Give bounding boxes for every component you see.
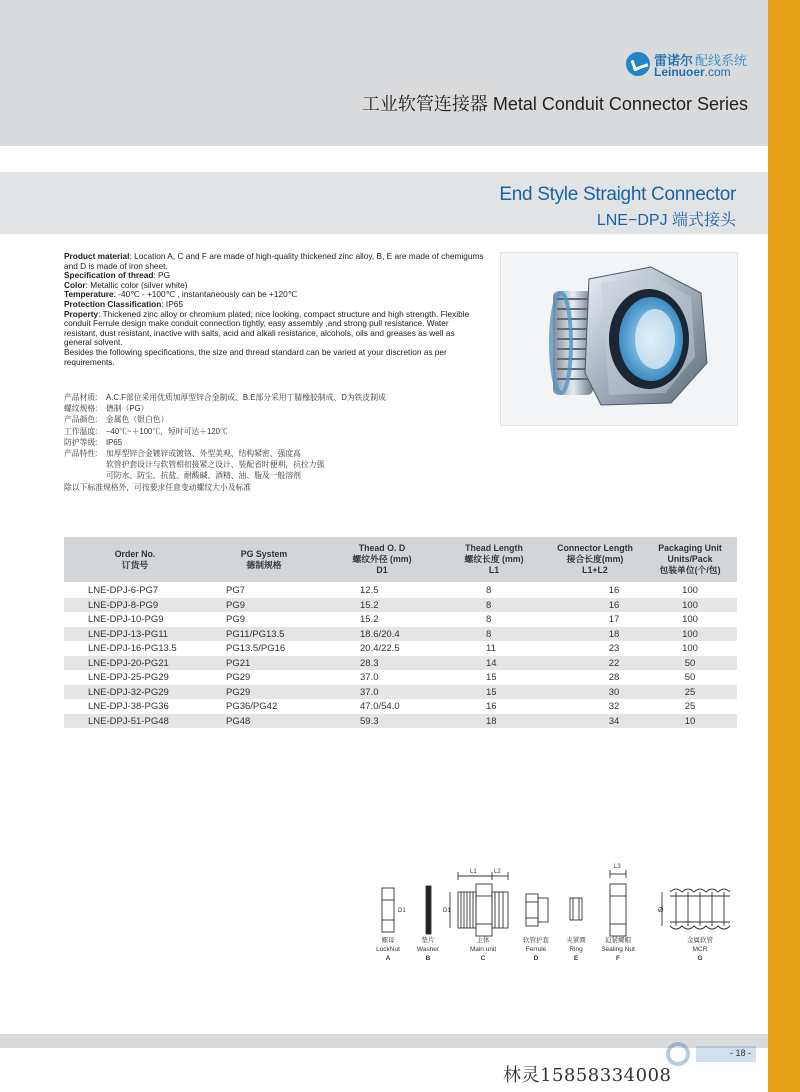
part-letter: F (616, 955, 620, 962)
table-cell: 18 (486, 715, 497, 727)
spec-cn-line (64, 482, 444, 493)
spec-en-line (64, 310, 484, 348)
table-cell: 25 (684, 686, 696, 698)
table-cell: 11 (486, 643, 496, 654)
table-cell: 14 (486, 657, 497, 669)
spec-cn-value: 可防水、防尘、抗盐、耐酸碱、酒精、油、脂及一般溶剂 (106, 471, 301, 481)
table-cell: 32 (608, 701, 620, 712)
table-cell: 15.2 (360, 614, 379, 625)
part-letter: B (425, 955, 431, 962)
part-en: Ferrule (525, 946, 547, 953)
table-cell: 15.2 (360, 599, 379, 611)
logo-mark-icon (626, 52, 650, 76)
specs-cn (64, 392, 444, 493)
spec-en-label: Property (64, 308, 99, 319)
spec-en-value: : Metallic color (silver white) (85, 279, 188, 290)
table-cell: PG11/PG13.5 (226, 628, 285, 640)
spec-cn-value: 软管护套设计与软管相扣接紧之设计、装配省时便利，抗拉力强 (106, 460, 325, 470)
table-cell: 16 (608, 599, 620, 611)
dim-l3: L3 (614, 864, 621, 870)
table-cell: 12.5 (360, 585, 379, 596)
spec-cn-line (64, 437, 444, 448)
table-row (64, 699, 737, 714)
table-cell: 28.3 (360, 657, 379, 669)
spec-cn-line (64, 392, 444, 403)
spec-en-value: : IP65 (161, 298, 183, 309)
part-cn: 垫片 (421, 937, 435, 944)
spec-cn-value: A.C.F部位采用优质加厚型锌合金制成、B.E部分采用丁腈橡胶制成、D为铁皮制成 (106, 393, 386, 402)
table-cell: LNE-DPJ-38-PG36 (88, 701, 169, 712)
part-en: LockNut (376, 946, 400, 953)
table-cell: 100 (682, 614, 698, 625)
part-letter: C (480, 955, 486, 962)
dim-d1-c: D1 (443, 908, 451, 914)
part-letter: A (385, 955, 391, 962)
th-packaging-unit: Packaging Unit Units/Pack 包装单位(个/包) (658, 543, 722, 575)
spec-en-value: : PG (153, 270, 171, 281)
part-cn: 螺母 (381, 937, 395, 944)
table-cell: 100 (682, 628, 698, 640)
table-cell: 15 (486, 672, 497, 683)
table-cell: 30 (608, 686, 620, 698)
logo-en-text: Leinuoer.com (654, 65, 731, 79)
spec-cn-line (64, 426, 444, 437)
part-letter: E (573, 955, 579, 962)
spec-en-label: Protection Classification (64, 298, 162, 309)
side-accent-strip (768, 0, 800, 1092)
part-cn: 夹紧圈 (566, 937, 586, 944)
th-thread-length: Thead Length 螺纹长度 (mm) L1 (464, 543, 524, 575)
spec-cn-value: 金属色（银白色） (106, 415, 169, 425)
table-cell: 34 (608, 715, 620, 727)
brand-logo (626, 50, 756, 80)
spec-en-line (64, 252, 484, 271)
watermark-logo-icon (660, 1040, 768, 1068)
spec-en-label: Specification of thread (64, 270, 154, 281)
table-cell: PG29 (226, 686, 251, 698)
table-cell: PG21 (226, 657, 251, 669)
table-cell: 8 (486, 599, 492, 611)
part-cn: 金属软管 (687, 937, 713, 944)
th-thread-od: Thead O. D 螺纹外径 (mm) D1 (352, 543, 412, 575)
spec-cn-line (64, 448, 444, 459)
part-letter: G (697, 955, 703, 962)
table-cell: 28 (608, 672, 620, 683)
spec-cn-value: 德制（PG） (106, 404, 149, 414)
spec-cn-value: 除以下标准规格外，可按要求任意变动螺纹大小及标准 (64, 482, 252, 492)
table-cell: 16 (486, 701, 497, 712)
spec-en-value: : Location A, C and F are made of high-quality thickened zinc alloy, B, E are made of chemigums and D is made of iron sheet. (64, 251, 484, 271)
table-cell: PG9 (226, 599, 246, 611)
table-cell: LNE-DPJ-8-PG9 (88, 599, 159, 611)
part-letter: D (533, 955, 539, 962)
spec-cn-value: IP65 (106, 437, 123, 447)
product-code: LNE−DPJ 端式接头 (596, 212, 736, 229)
table-row (64, 670, 737, 685)
table-cell: PG36/PG42 (226, 701, 278, 712)
table-cell: 37.0 (360, 672, 379, 683)
spec-cn-label: 工作温度: (64, 426, 98, 436)
table-cell: 50 (684, 672, 696, 683)
connector-illustration-icon (501, 253, 737, 425)
table-cell: 18.6/20.4 (360, 628, 400, 640)
spec-en-line (64, 348, 484, 367)
table-row (64, 612, 737, 627)
product-name-en: End Style Straight Connector (499, 184, 736, 205)
table-cell: LNE-DPJ-16-PG13.5 (88, 643, 177, 654)
spec-en-label: Temperature (64, 289, 114, 300)
part-en: Sealing Nut (601, 946, 635, 953)
table-row (64, 598, 737, 613)
table-row (64, 627, 737, 642)
spec-cn-label: 产品特性: (64, 449, 98, 459)
table-cell: LNE-DPJ-6-PG7 (88, 585, 159, 596)
table-cell: 47.0/54.0 (360, 701, 400, 712)
table-cell: 10 (684, 715, 696, 727)
table-cell: 20.4/22.5 (360, 643, 400, 654)
table-cell: 16 (608, 585, 620, 596)
table-cell: 100 (682, 585, 698, 596)
table-row (64, 641, 737, 656)
spec-table-header (64, 537, 737, 582)
parts-drawing-icon (370, 862, 750, 942)
table-row (64, 656, 737, 671)
table-cell: LNE-DPJ-10-PG9 (88, 614, 164, 625)
table-cell: PG13.5/PG16 (226, 643, 286, 654)
table-row (64, 583, 737, 598)
table-cell: 50 (684, 657, 696, 669)
th-connector-length: Connector Length 接合长度(mm) L1+L2 (557, 543, 633, 575)
spec-cn-label: 产品颜色: (64, 415, 98, 425)
table-cell: 23 (608, 643, 620, 654)
table-row (64, 685, 737, 700)
spec-en-label: Product material (64, 251, 130, 261)
part-cn: 软管护套 (523, 937, 549, 944)
table-cell: 22 (608, 657, 620, 669)
part-en: Main unit (469, 946, 497, 953)
table-cell: 59.3 (360, 715, 379, 727)
spec-cn-label: 螺纹规格: (64, 404, 98, 414)
contact-text: 林灵15858334008 (503, 1065, 672, 1086)
part-label-f (588, 936, 648, 963)
part-label-g (670, 936, 730, 963)
table-cell: LNE-DPJ-51-PG48 (88, 715, 169, 727)
specs-en (64, 252, 484, 367)
product-photo (500, 252, 738, 426)
spec-cn-line (64, 459, 444, 470)
spec-cn-label (64, 470, 106, 481)
table-cell: 37.0 (360, 686, 379, 698)
part-cn: 主体 (476, 937, 490, 944)
spec-en-value: : Thickened zinc alloy or chromium plated; nice looking, compact structure and high strength. Flexible conduit Ferrule design make conduit connection tightly, easy assembly ,and strong pull resistance. Water resistant, dust resistant, inactive with salts, acid and alkali resistance, alcohols, oils and greases as well as general solvent. (64, 308, 470, 348)
dim-phi: Ø (658, 907, 664, 914)
spec-cn-line (64, 403, 444, 414)
table-cell: PG7 (226, 585, 246, 596)
table-cell: 15 (486, 686, 497, 698)
table-cell: 8 (486, 585, 492, 596)
table-cell: LNE-DPJ-25-PG29 (88, 672, 169, 683)
table-cell: 25 (684, 701, 696, 712)
spec-en-value: Besides the following specifications, the size and thread standard can be varied at your discretion as per requirements. (64, 346, 447, 367)
spec-cn-line (64, 470, 444, 481)
table-cell: 18 (608, 628, 620, 640)
footer-band (0, 1034, 768, 1048)
table-cell: PG29 (226, 672, 251, 683)
table-cell: 8 (486, 628, 492, 640)
spec-cn-value: 加厚型锌合金镀锌或镀铬、外型美观、结构紧密、强度高 (106, 449, 301, 459)
spec-cn-line (64, 414, 444, 425)
part-en: Washer (416, 946, 440, 953)
table-cell: 100 (682, 643, 698, 654)
table-cell: PG48 (226, 715, 251, 727)
series-title: 工业软管连接器 Metal Conduit Connector Series (361, 94, 748, 114)
table-cell: LNE-DPJ-32-PG29 (88, 686, 169, 698)
part-en: Ring (569, 946, 583, 953)
dim-l1: L1 (470, 869, 477, 875)
dim-d1-a: D1 (398, 908, 406, 914)
part-label-c (453, 936, 513, 963)
spec-cn-label (64, 459, 106, 470)
spec-cn-label: 防护等级: (64, 437, 98, 447)
part-label-b (398, 936, 458, 963)
table-cell: 17 (608, 614, 620, 625)
spec-cn-label: 产品材质: (64, 393, 98, 402)
part-cn: 迫紧螺帽 (605, 937, 631, 944)
spec-en-value: : -40℃ - +100℃ , instantaneously can be +120℃ (113, 289, 298, 300)
table-cell: LNE-DPJ-13-PG11 (88, 628, 169, 640)
spec-cn-value: −40℃~＋100℃，短时可达＋120℃ (106, 426, 228, 436)
parts-diagram (370, 862, 750, 972)
dim-l2: L2 (494, 869, 501, 875)
table-cell: LNE-DPJ-20-PG21 (88, 657, 169, 669)
table-cell: PG9 (226, 614, 246, 625)
page-number: - 18 - (730, 1048, 752, 1058)
part-en: MCR (692, 946, 708, 953)
table-cell: 100 (682, 599, 698, 611)
table-cell: 8 (486, 614, 492, 625)
th-order-no: Order No. 订货号 (114, 548, 156, 570)
th-pg-system: PG System 德制规格 (240, 548, 288, 570)
logo-cn-text: 雷诺尔 配线系统 (654, 53, 748, 68)
spec-en-label: Color (64, 279, 86, 290)
table-row (64, 714, 737, 729)
